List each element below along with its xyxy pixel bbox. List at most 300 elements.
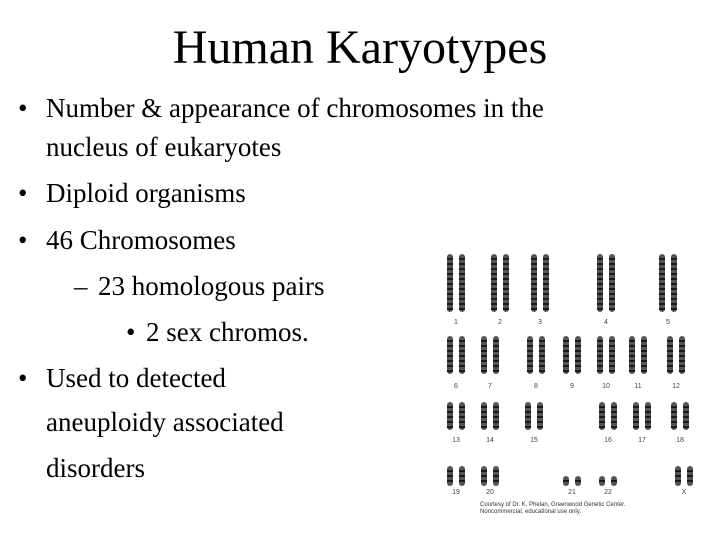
image-credit (480, 502, 625, 516)
chromosome-band (671, 258, 677, 260)
chromosome-band (671, 421, 677, 423)
chromosome-band (491, 273, 497, 275)
chromosome-band (597, 345, 603, 347)
chromosome-band (609, 303, 615, 305)
chromosome-band (641, 350, 647, 352)
chromosome-band (459, 416, 465, 418)
chromosome-band (543, 268, 549, 270)
chromosome-band (675, 470, 681, 472)
chromosome-band (459, 340, 465, 342)
chromosome-band (493, 370, 499, 372)
chromosome-band (671, 283, 677, 285)
chromosome-number-group (452, 319, 687, 496)
chromosome-band (659, 283, 665, 285)
bullet-mark: • (18, 178, 28, 208)
chromosome-band (659, 308, 665, 310)
chromosome-band (447, 406, 453, 408)
chromosome-band (527, 360, 533, 362)
chromosome-band (609, 288, 615, 290)
chromosome-band (671, 288, 677, 290)
chromosome-pair (447, 336, 465, 374)
chromosome-band (447, 475, 453, 477)
chromosome-band (575, 370, 581, 372)
chromosome-band (459, 411, 465, 413)
chromosome-band (645, 416, 651, 418)
chromosome-band (641, 345, 647, 347)
chromosome-band (683, 416, 689, 418)
chromosome-band (459, 273, 465, 275)
chromosome-band (597, 350, 603, 352)
chromosome-band (459, 480, 465, 482)
chromosome-pair (563, 336, 581, 374)
chromosome-band (611, 421, 617, 423)
karyotype-image (428, 250, 710, 522)
chromosome-number: 20 (486, 489, 494, 496)
chromosome-band (459, 263, 465, 265)
chromosome-band (447, 278, 453, 280)
chromosome-band (563, 370, 569, 372)
bullet-text: Used to detected (46, 363, 226, 393)
credit-line-2: Noncommercial, educational use only. (480, 509, 581, 515)
chromosome-band (527, 355, 533, 357)
chromosome-band (525, 426, 531, 428)
chromosome-band (575, 480, 581, 482)
chromosome-band (531, 263, 537, 265)
chromosome-band (447, 283, 453, 285)
chromosome-pair (599, 476, 617, 486)
chromosome-pair (597, 254, 615, 312)
chromosome-band (531, 308, 537, 310)
chromosome-band (503, 293, 509, 295)
chromosome-number: 9 (570, 383, 574, 390)
chromosome-band (597, 370, 603, 372)
chromosome-band (641, 360, 647, 362)
chromosome-band (491, 308, 497, 310)
chromosome-band (597, 293, 603, 295)
chromosome-band (447, 416, 453, 418)
chromosome-band (459, 303, 465, 305)
chromosome-band (609, 350, 615, 352)
chromosome-band (459, 426, 465, 428)
chromosome-band (667, 350, 673, 352)
chromosome-band (597, 298, 603, 300)
chromosome-band (629, 365, 635, 367)
chromosome-number: 10 (602, 383, 610, 390)
chromosome-band (667, 340, 673, 342)
chromosome-band (459, 475, 465, 477)
chromosome-pair (447, 466, 465, 486)
chromosome-number: 1 (454, 319, 458, 326)
chromosome-band (633, 416, 639, 418)
chromosome-band (447, 480, 453, 482)
chromosome-band (539, 340, 545, 342)
chromosome-number: 15 (530, 437, 538, 444)
chromosome-band (563, 360, 569, 362)
chromosome-band (611, 416, 617, 418)
chromosome-band (539, 365, 545, 367)
chromosome-band (459, 278, 465, 280)
chromosome-band (679, 340, 685, 342)
chromosome-band (629, 345, 635, 347)
chromosome-band (575, 365, 581, 367)
chromosome-band (671, 263, 677, 265)
chromosome-band (683, 406, 689, 408)
chromosome-band (525, 416, 531, 418)
chromosome-band (671, 278, 677, 280)
chromosome-band (683, 426, 689, 428)
chromosome-band (493, 355, 499, 357)
chromosome-band (641, 365, 647, 367)
chromosome-band (645, 411, 651, 413)
chromosome-band (659, 258, 665, 260)
chromosome-band (493, 365, 499, 367)
credit-line-1: Courtesy of Dr. K. Phelan, Greenwood Genetic Center. (480, 502, 626, 508)
chromosome-band (493, 360, 499, 362)
chromosome-band (659, 268, 665, 270)
chromosome-band (459, 370, 465, 372)
chromosome-band (481, 480, 487, 482)
chromosome-band (659, 263, 665, 265)
chromosome-band (491, 288, 497, 290)
chromosome-band (543, 273, 549, 275)
chromosome-band (531, 303, 537, 305)
chromosome-band (481, 345, 487, 347)
chromosome-band (447, 268, 453, 270)
chromosome-band (447, 288, 453, 290)
chromosome-band (575, 360, 581, 362)
chromosome-band (563, 355, 569, 357)
chromosome-band (447, 308, 453, 310)
chromosome-band (575, 340, 581, 342)
sub-bullet-text: 23 homologous pairs (98, 271, 325, 301)
chromosome-band (611, 480, 617, 482)
chromosome-band (659, 303, 665, 305)
chromosome-band (493, 475, 499, 477)
chromosome-number: X (681, 489, 687, 496)
chromosome-band (459, 421, 465, 423)
chromosome-group (447, 254, 693, 486)
chromosome-band (481, 350, 487, 352)
chromosome-pair (481, 336, 499, 374)
sub-sub-bullet-mark: • (126, 317, 136, 347)
bullet-text: disorders (46, 453, 145, 483)
chromosome-pair (675, 466, 693, 486)
chromosome-band (447, 340, 453, 342)
chromosome-band (597, 273, 603, 275)
chromosome-band (671, 416, 677, 418)
chromosome-band (503, 263, 509, 265)
chromosome-band (481, 340, 487, 342)
chromosome-band (447, 273, 453, 275)
chromosome-band (609, 258, 615, 260)
chromosome-band (629, 340, 635, 342)
chromosome-band (563, 365, 569, 367)
chromosome-band (491, 263, 497, 265)
chromosome-band (481, 406, 487, 408)
chromosome-band (597, 263, 603, 265)
chromosome-band (503, 283, 509, 285)
chromosome-band (491, 303, 497, 305)
chromosome-band (629, 355, 635, 357)
chromosome-band (459, 308, 465, 310)
chromosome-band (537, 421, 543, 423)
chromosome-band (645, 426, 651, 428)
chromosome-band (481, 421, 487, 423)
chromosome-band (481, 416, 487, 418)
chromosome-pair (481, 402, 499, 430)
chromosome-band (659, 288, 665, 290)
chromosome-number: 16 (604, 437, 612, 444)
chromosome-band (667, 370, 673, 372)
chromosome-band (459, 365, 465, 367)
chromosome-band (609, 345, 615, 347)
chromosome-band (633, 421, 639, 423)
chromosome-band (447, 365, 453, 367)
bullet-mark: • (18, 225, 28, 255)
chromosome-band (575, 345, 581, 347)
chromosome-band (447, 293, 453, 295)
chromosome-band (629, 370, 635, 372)
chromosome-band (679, 370, 685, 372)
chromosome-band (493, 426, 499, 428)
chromosome-band (659, 293, 665, 295)
chromosome-pair (447, 402, 465, 430)
chromosome-band (531, 283, 537, 285)
chromosome-band (447, 370, 453, 372)
chromosome-band (503, 278, 509, 280)
chromosome-pair (633, 402, 651, 430)
chromosome-band (687, 475, 693, 477)
chromosome-band (563, 350, 569, 352)
chromosome-band (491, 293, 497, 295)
chromosome-band (481, 355, 487, 357)
chromosome-band (671, 308, 677, 310)
chromosome-band (447, 470, 453, 472)
chromosome-pair (563, 476, 581, 486)
chromosome-band (659, 273, 665, 275)
chromosome-band (503, 288, 509, 290)
chromosome-band (675, 475, 681, 477)
chromosome-band (679, 350, 685, 352)
chromosome-number: 14 (486, 437, 494, 444)
chromosome-band (493, 480, 499, 482)
chromosome-number: 6 (454, 383, 458, 390)
chromosome-band (491, 278, 497, 280)
chromosome-band (687, 470, 693, 472)
chromosome-band (599, 426, 605, 428)
chromosome-band (671, 298, 677, 300)
chromosome-band (447, 350, 453, 352)
chromosome-band (641, 355, 647, 357)
chromosome-band (493, 416, 499, 418)
chromosome-band (537, 426, 543, 428)
chromosome-band (671, 293, 677, 295)
chromosome-band (679, 365, 685, 367)
chromosome-band (599, 406, 605, 408)
chromosome-band (481, 370, 487, 372)
chromosome-number: 13 (452, 437, 460, 444)
chromosome-band (459, 283, 465, 285)
chromosome-band (633, 406, 639, 408)
chromosome-band (503, 298, 509, 300)
chromosome-band (609, 308, 615, 310)
chromosome-pair (527, 336, 545, 374)
chromosome-pair (599, 402, 617, 430)
chromosome-band (633, 411, 639, 413)
chromosome-band (597, 303, 603, 305)
chromosome-band (597, 283, 603, 285)
chromosome-band (543, 288, 549, 290)
chromosome-band (459, 298, 465, 300)
chromosome-band (597, 360, 603, 362)
chromosome-band (481, 426, 487, 428)
chromosome-band (609, 263, 615, 265)
chromosome-band (493, 470, 499, 472)
chromosome-band (543, 303, 549, 305)
chromosome-band (543, 308, 549, 310)
chromosome-number: 7 (488, 383, 492, 390)
chromosome-number: 2 (498, 319, 502, 326)
chromosome-band (687, 480, 693, 482)
chromosome-band (597, 288, 603, 290)
chromosome-band (447, 355, 453, 357)
chromosome-band (671, 411, 677, 413)
chromosome-band (447, 345, 453, 347)
chromosome-band (527, 365, 533, 367)
chromosome-band (459, 360, 465, 362)
chromosome-band (493, 350, 499, 352)
chromosome-band (491, 298, 497, 300)
chromosome-band (575, 350, 581, 352)
chromosome-band (609, 340, 615, 342)
chromosome-band (525, 421, 531, 423)
chromosome-pair (671, 402, 689, 430)
chromosome-number: 18 (676, 437, 684, 444)
chromosome-band (503, 308, 509, 310)
chromosome-band (679, 355, 685, 357)
chromosome-number: 21 (568, 489, 576, 496)
chromosome-band (459, 268, 465, 270)
chromosome-band (599, 480, 605, 482)
chromosome-pair (491, 254, 509, 312)
chromosome-band (527, 340, 533, 342)
chromosome-band (611, 411, 617, 413)
chromosome-number: 4 (604, 319, 608, 326)
chromosome-band (683, 411, 689, 413)
chromosome-band (525, 411, 531, 413)
chromosome-band (609, 298, 615, 300)
chromosome-band (481, 411, 487, 413)
chromosome-number: 12 (672, 383, 680, 390)
chromosome-band (447, 303, 453, 305)
chromosome-band (491, 268, 497, 270)
chromosome-band (543, 258, 549, 260)
chromosome-band (503, 268, 509, 270)
chromosome-band (537, 416, 543, 418)
chromosome-band (671, 426, 677, 428)
chromosome-band (543, 293, 549, 295)
chromosome-band (493, 421, 499, 423)
karyotype-figure (428, 250, 710, 522)
chromosome-band (539, 355, 545, 357)
bullet-text: aneuploidy associated (46, 407, 284, 437)
chromosome-band (531, 273, 537, 275)
chromosome-band (459, 406, 465, 408)
chromosome-band (641, 340, 647, 342)
chromosome-band (609, 370, 615, 372)
chromosome-band (599, 421, 605, 423)
chromosome-band (645, 406, 651, 408)
chromosome-band (531, 258, 537, 260)
chromosome-band (459, 258, 465, 260)
chromosome-band (609, 278, 615, 280)
bullet-mark: • (18, 93, 28, 123)
chromosome-band (459, 288, 465, 290)
chromosome-band (447, 421, 453, 423)
bullet-text: 46 Chromosomes (46, 225, 236, 255)
chromosome-band (525, 406, 531, 408)
chromosome-band (575, 355, 581, 357)
chromosome-band (491, 283, 497, 285)
chromosome-band (543, 263, 549, 265)
bullet-text: Number & appearance of chromosomes in the (46, 93, 544, 123)
chromosome-band (609, 273, 615, 275)
chromosome-band (459, 345, 465, 347)
chromosome-band (599, 411, 605, 413)
bullet-text: nucleus of eukaryotes (46, 132, 282, 162)
chromosome-band (531, 288, 537, 290)
sub-bullet-mark: – (74, 271, 88, 301)
chromosome-band (609, 360, 615, 362)
chromosome-band (503, 258, 509, 260)
chromosome-band (543, 298, 549, 300)
chromosome-band (459, 355, 465, 357)
chromosome-band (597, 365, 603, 367)
chromosome-pair (597, 336, 615, 374)
chromosome-band (659, 298, 665, 300)
chromosome-band (659, 278, 665, 280)
chromosome-band (667, 345, 673, 347)
chromosome-number: 3 (538, 319, 542, 326)
chromosome-pair (525, 402, 543, 430)
bullet-mark: • (18, 363, 28, 393)
chromosome-band (459, 350, 465, 352)
chromosome-band (493, 345, 499, 347)
chromosome-number: 5 (666, 319, 670, 326)
chromosome-band (537, 411, 543, 413)
chromosome-band (675, 480, 681, 482)
chromosome-band (531, 278, 537, 280)
chromosome-band (641, 370, 647, 372)
chromosome-band (671, 303, 677, 305)
chromosome-band (459, 293, 465, 295)
chromosome-band (683, 421, 689, 423)
chromosome-band (609, 355, 615, 357)
chromosome-band (599, 416, 605, 418)
chromosome-band (531, 268, 537, 270)
chromosome-band (447, 426, 453, 428)
chromosome-band (481, 360, 487, 362)
chromosome-band (447, 263, 453, 265)
chromosome-band (491, 258, 497, 260)
chromosome-pair (447, 254, 465, 312)
chromosome-band (563, 340, 569, 342)
chromosome-band (611, 426, 617, 428)
chromosome-pair (481, 466, 499, 486)
chromosome-band (597, 258, 603, 260)
chromosome-band (447, 298, 453, 300)
chromosome-band (527, 350, 533, 352)
